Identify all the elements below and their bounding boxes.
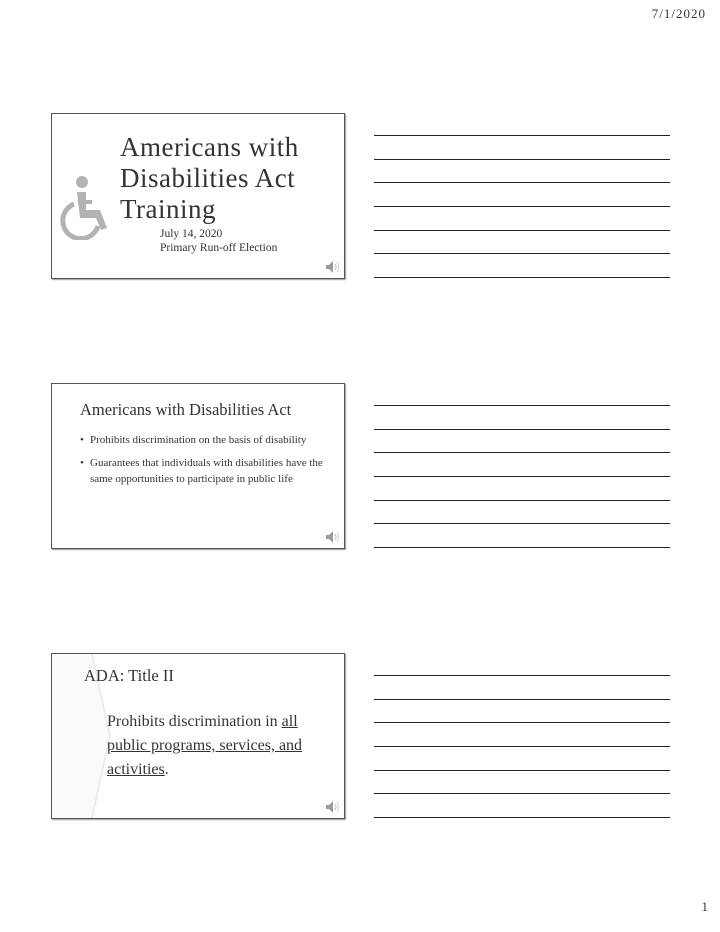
- note-line: [374, 500, 670, 501]
- note-line: [374, 722, 670, 723]
- bullet-item: [80, 455, 336, 487]
- slide-1-title-line: Americans with: [120, 132, 299, 162]
- note-line: [374, 253, 670, 254]
- bullet-item: [80, 432, 336, 448]
- note-line: [374, 159, 670, 160]
- bullet-marker: •: [80, 434, 84, 446]
- wheelchair-icon: [60, 174, 116, 240]
- speaker-icon[interactable]: [325, 260, 341, 274]
- note-line: [374, 429, 670, 430]
- note-line: [374, 746, 670, 747]
- slide-1-title-line: Training: [120, 194, 217, 224]
- note-line: [374, 817, 670, 818]
- slide-1-title-line: Disabilities Act: [120, 163, 296, 193]
- bullet-text: Guarantees that individuals with disabilities have the same opportunities to participate in public life: [90, 457, 323, 485]
- note-line: [374, 206, 670, 207]
- note-line: [374, 675, 670, 676]
- note-line: [374, 230, 670, 231]
- slide-2-title: Americans with Disabilities Act: [80, 400, 292, 419]
- slide-3: [51, 653, 345, 819]
- note-line: [374, 699, 670, 700]
- note-line: [374, 476, 670, 477]
- speaker-icon[interactable]: [325, 800, 341, 814]
- slide-1: [51, 113, 345, 279]
- note-line: [374, 135, 670, 136]
- slide-1-event: Primary Run-off Election: [160, 242, 278, 254]
- note-line: [374, 793, 670, 794]
- slide-1-date: July 14, 2020: [160, 228, 223, 240]
- header-date: 7/1/2020: [651, 6, 706, 21]
- note-line: [374, 405, 670, 406]
- note-line: [374, 523, 670, 524]
- slide-2-bullet-list: [80, 432, 336, 494]
- slide-1-subtitle: [160, 227, 277, 255]
- note-line: [374, 182, 670, 183]
- note-line: [374, 770, 670, 771]
- slide-3-body-text: Prohibits discrimination in: [107, 713, 282, 730]
- slide-1-title: [120, 132, 299, 225]
- slide-3-link[interactable]: all public programs, services, and activities: [107, 713, 303, 778]
- speaker-icon[interactable]: [325, 530, 341, 544]
- slide-2: [51, 383, 345, 549]
- bullet-text: Prohibits discrimination on the basis of disability: [90, 434, 307, 446]
- slide-3-body-suffix: .: [164, 761, 169, 778]
- slide-3-title: ADA: Title II: [84, 666, 174, 685]
- slide-3-body: [107, 710, 337, 782]
- note-line: [374, 452, 670, 453]
- bullet-marker: •: [80, 457, 84, 469]
- page-number: 1: [701, 899, 708, 914]
- note-line: [374, 277, 670, 278]
- note-line: [374, 547, 670, 548]
